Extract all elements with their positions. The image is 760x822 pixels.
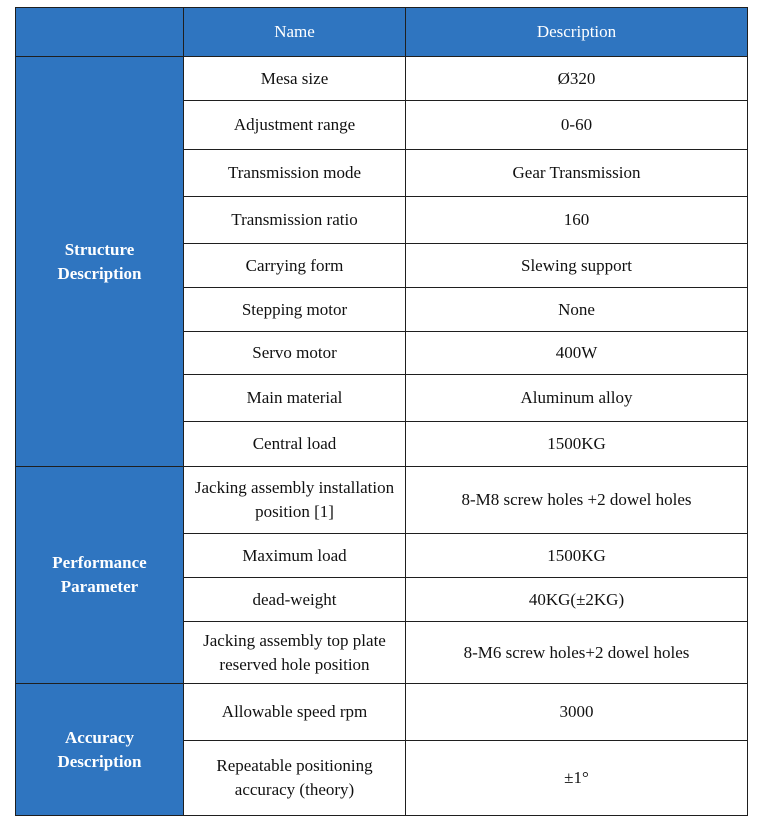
row-description: Gear Transmission (406, 150, 748, 197)
row-description: 8-M6 screw holes+2 dowel holes (406, 622, 748, 684)
table-row (16, 57, 748, 101)
row-name: Transmission ratio (184, 197, 406, 244)
row-description: 3000 (406, 684, 748, 741)
group-title: Accuracy Description (57, 727, 142, 771)
row-name: Transmission mode (184, 150, 406, 197)
row-name: Mesa size (184, 57, 406, 101)
row-description: Aluminum alloy (406, 375, 748, 422)
group-label-performance (16, 467, 184, 684)
row-description: 1500KG (406, 422, 748, 467)
row-name: Central load (184, 422, 406, 467)
row-description: 160 (406, 197, 748, 244)
row-name: Repeatable positioning accuracy (theory) (184, 741, 406, 816)
row-name: Servo motor (184, 332, 406, 375)
table-row (16, 467, 748, 534)
row-description: 8-M8 screw holes +2 dowel holes (406, 467, 748, 534)
row-name: Adjustment range (184, 101, 406, 150)
row-name: Maximum load (184, 534, 406, 578)
row-name: Carrying form (184, 244, 406, 288)
group-label-structure (16, 57, 184, 467)
row-name: Main material (184, 375, 406, 422)
spec-table (15, 7, 748, 816)
row-name: Allowable speed rpm (184, 684, 406, 741)
row-name: Stepping motor (184, 288, 406, 332)
row-description: Ø320 (406, 57, 748, 101)
group-title: Performance Parameter (52, 553, 147, 596)
group-label-accuracy (16, 684, 184, 816)
row-description: 0-60 (406, 101, 748, 150)
header-description: Description (406, 8, 748, 57)
table-row (16, 684, 748, 741)
row-description: Slewing support (406, 244, 748, 288)
row-name: Jacking assembly top plate reserved hole position (184, 622, 406, 684)
row-description: 400W (406, 332, 748, 375)
header-corner-cell (16, 8, 184, 57)
row-name: dead-weight (184, 578, 406, 622)
header-row (16, 8, 748, 57)
row-description: ±1° (406, 741, 748, 816)
row-name: Jacking assembly installation position [1] (184, 467, 406, 534)
row-description: 40KG(±2KG) (406, 578, 748, 622)
row-description: 1500KG (406, 534, 748, 578)
row-description: None (406, 288, 748, 332)
group-title: Structure Description (57, 239, 142, 283)
header-name: Name (184, 8, 406, 57)
